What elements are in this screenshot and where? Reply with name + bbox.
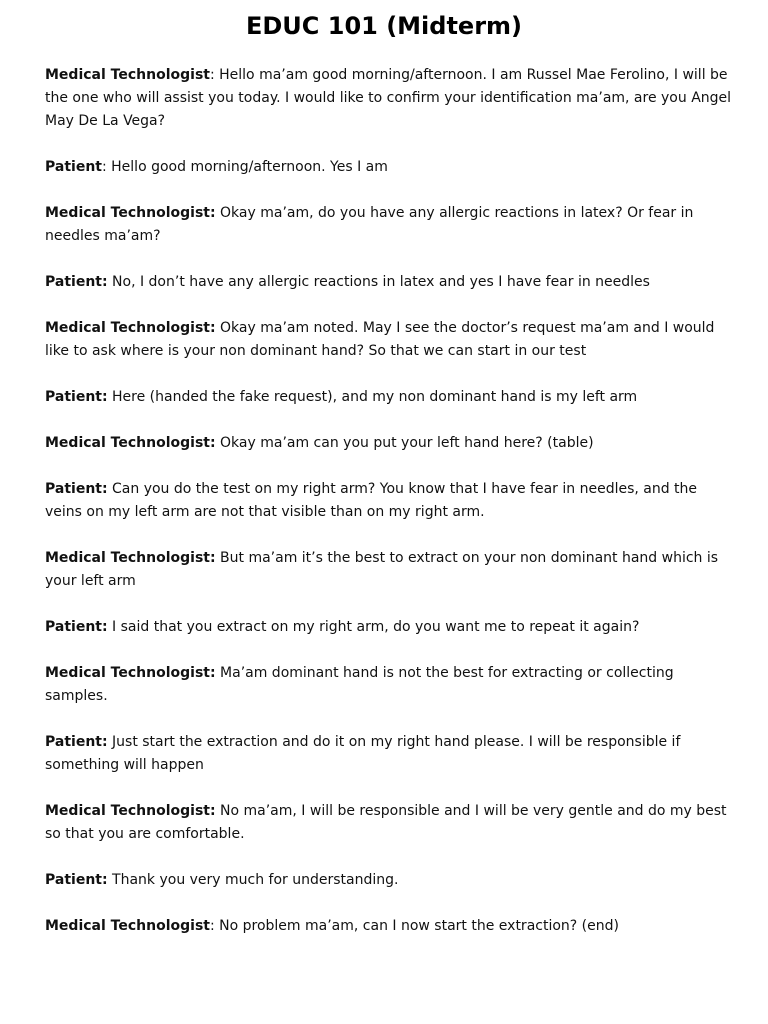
line-text: Hello good morning/afternoon. Yes I am (111, 159, 388, 175)
dialogue-line (45, 800, 735, 846)
speaker-label: Medical Technologist: (45, 435, 216, 451)
speaker-label: Patient: (45, 389, 108, 405)
speaker-label: Medical Technologist (45, 918, 210, 934)
line-text: I said that you extract on my right arm, do you want me to repeat it again? (112, 619, 640, 635)
line-text: Okay ma’am can you put your left hand here? (table) (220, 435, 594, 451)
speaker-label: Patient: (45, 619, 108, 635)
line-text: No, I don’t have any allergic reactions in latex and yes I have fear in needles (112, 274, 650, 290)
dialogue-line (45, 869, 735, 892)
line-text: But ma’am it’s the best to extract on your non dominant hand which is your left arm (45, 550, 719, 589)
speaker-separator: : (209, 918, 220, 934)
dialogue-line (45, 432, 735, 455)
speaker-label: Medical Technologist: (45, 665, 216, 681)
line-text: Okay ma’am noted. May I see the doctor’s request ma’am and I would like to ask where is your non dominant hand? So that we can start in our test (45, 320, 715, 359)
line-text: Okay ma’am, do you have any allergic reactions in latex? Or fear in needles ma’am? (45, 205, 694, 244)
dialogue-line (45, 202, 735, 248)
dialogue-line (45, 64, 735, 133)
dialogue-line (45, 616, 735, 639)
line-text: Can you do the test on my right arm? You know that I have fear in needles, and the veins on my left arm are not that visible than on my right arm. (45, 481, 698, 520)
dialogue-line (45, 271, 735, 294)
speaker-label: Patient: (45, 481, 108, 497)
speaker-separator: : (101, 159, 112, 175)
line-text: Thank you very much for understanding. (112, 872, 399, 888)
dialogue-transcript (45, 64, 735, 961)
speaker-label: Medical Technologist: (45, 320, 216, 336)
line-text: Hello ma’am good morning/afternoon. I am Russel Mae Ferolino, I will be the one who will assist you today. I would like to confirm your identification ma’am, are you Angel May De La Vega? (45, 67, 732, 129)
speaker-label: Patient: (45, 872, 108, 888)
speaker-label: Medical Technologist: (45, 550, 216, 566)
speaker-label: Medical Technologist: (45, 803, 216, 819)
dialogue-line (45, 156, 735, 179)
dialogue-line (45, 547, 735, 593)
speaker-label: Medical Technologist (45, 67, 210, 83)
speaker-label: Patient (45, 159, 102, 175)
line-text: Just start the extraction and do it on my right hand please. I will be responsible if something will happen (45, 734, 681, 773)
speaker-label: Patient: (45, 734, 108, 750)
line-text: No ma’am, I will be responsible and I will be very gentle and do my best so that you are comfortable. (45, 803, 727, 842)
line-text: Here (handed the fake request), and my non dominant hand is my left arm (112, 389, 638, 405)
dialogue-line (45, 478, 735, 524)
dialogue-line (45, 662, 735, 708)
dialogue-line (45, 731, 735, 777)
line-text: No problem ma’am, can I now start the extraction? (end) (219, 918, 619, 934)
line-text: Ma’am dominant hand is not the best for extracting or collecting samples. (45, 665, 674, 704)
speaker-separator: : (209, 67, 220, 83)
dialogue-line (45, 317, 735, 363)
dialogue-line (45, 915, 735, 938)
speaker-label: Medical Technologist: (45, 205, 216, 221)
document-title: EDUC 101 (Midterm) (245, 12, 523, 40)
dialogue-line (45, 386, 735, 409)
speaker-label: Patient: (45, 274, 108, 290)
